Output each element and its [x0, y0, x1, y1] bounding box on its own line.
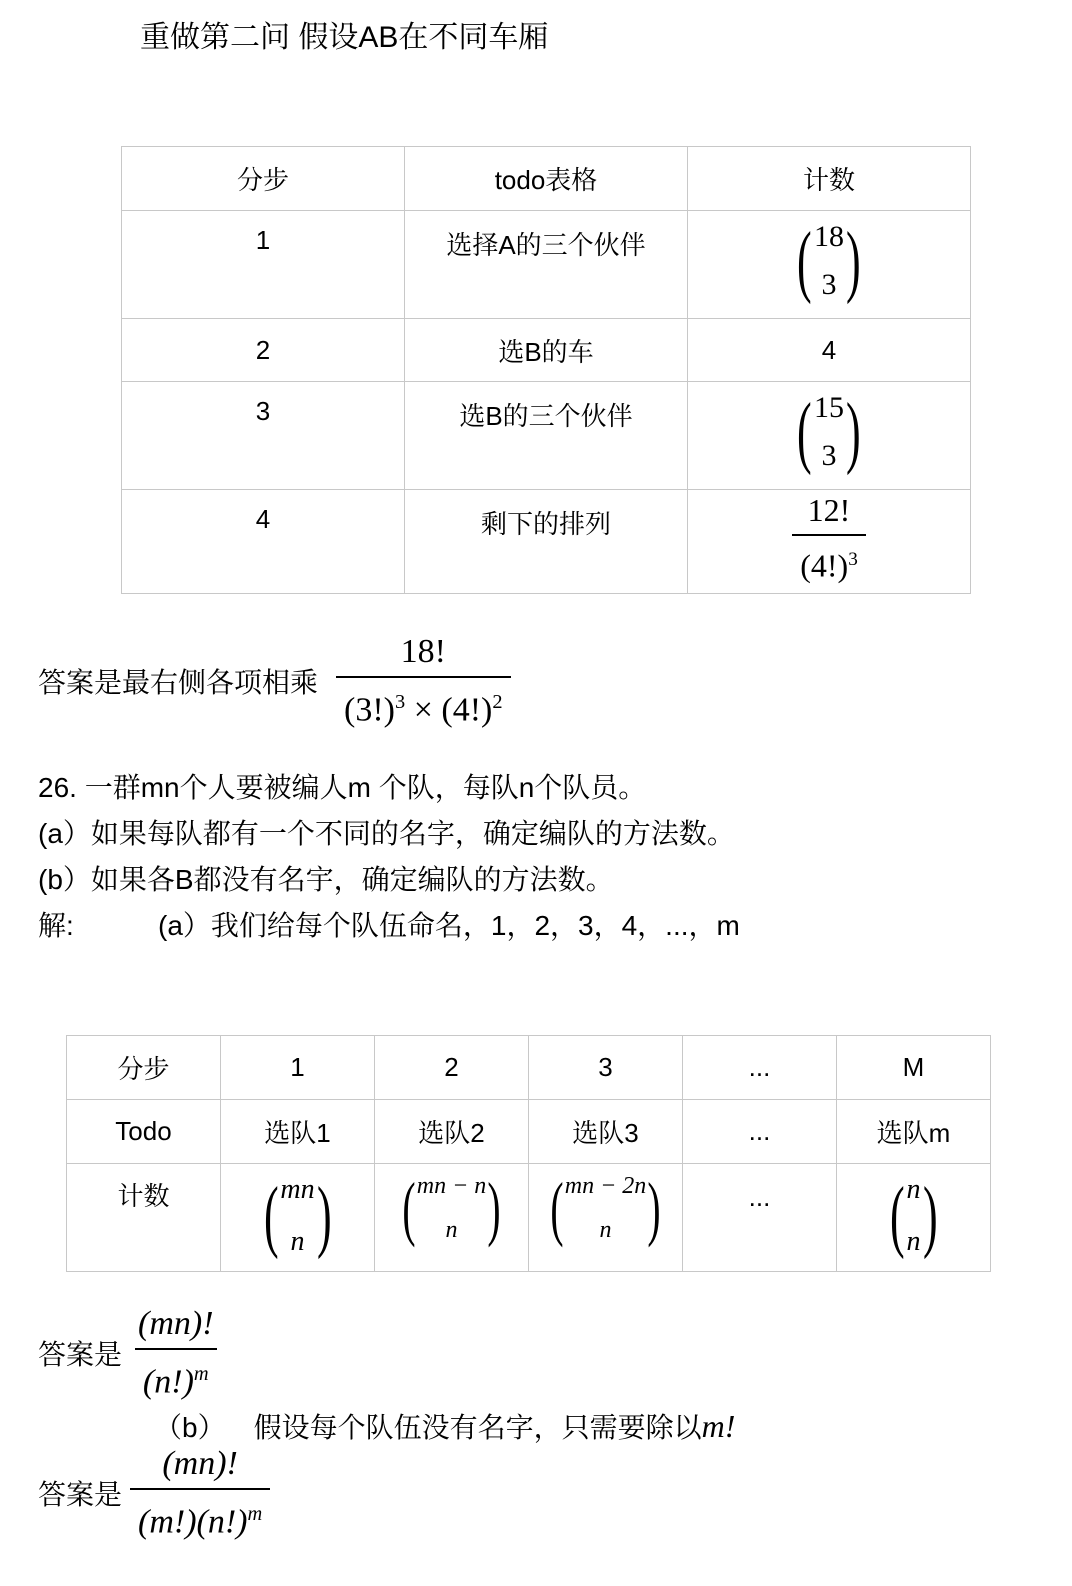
answer-label: 答案是	[38, 1479, 123, 1511]
den-exponent: m	[193, 1363, 209, 1385]
binom-bottom: 3	[821, 439, 837, 472]
table-row	[122, 382, 971, 490]
den-exponent: 3	[848, 549, 858, 570]
part-b-line	[154, 1406, 735, 1446]
answer-label: 答案是最右侧各项相乘	[38, 667, 319, 699]
cell-step: 1	[221, 1036, 375, 1100]
part-b-var: m!	[701, 1408, 736, 1444]
binomial: ( 18 3 )	[791, 213, 866, 309]
cell-step: 3	[529, 1036, 683, 1100]
fraction-numerator: 12!	[807, 492, 851, 528]
fraction-denominator	[135, 1348, 217, 1400]
binom-top: mn	[280, 1174, 315, 1205]
binom-bottom: n	[906, 1226, 921, 1257]
fraction-numerator: (mn)!	[138, 1305, 214, 1342]
fraction-denominator	[336, 676, 511, 728]
fraction-denominator	[792, 534, 866, 584]
table-row	[122, 211, 971, 319]
table-header-row	[122, 147, 971, 211]
cell-count	[221, 1164, 375, 1272]
cell-todo-label: Todo	[67, 1100, 221, 1164]
binomial: ( mn n )	[258, 1164, 338, 1268]
cell-todo: 选队m	[837, 1100, 991, 1164]
cell-todo: 选队1	[221, 1100, 375, 1164]
cell-todo: 选队2	[375, 1100, 529, 1164]
den-base: (m!)(n!)	[138, 1503, 248, 1541]
page-title: 重做第二问 假设AB在不同车厢	[140, 21, 549, 54]
den-term: (4!)	[441, 691, 493, 729]
cell-count	[375, 1164, 529, 1272]
solution-text: (a）我们给每个队伍命名，1，2，3，4，...，m	[158, 910, 740, 941]
binom-bottom: 3	[821, 268, 837, 301]
binomial: ( n n )	[884, 1164, 943, 1268]
den-exponent: m	[247, 1503, 263, 1525]
problem-statement: 26. 一群mn个人要被编人m 个队，每队n个队员。	[38, 772, 647, 803]
part-b-text: 假设每个队伍没有名字，只需要除以	[253, 1412, 702, 1443]
table-row-step	[67, 1036, 991, 1100]
answer-fraction	[130, 1306, 222, 1400]
den-base: (4!)	[800, 547, 849, 584]
table-row-count	[67, 1164, 991, 1272]
fraction	[792, 492, 866, 584]
binomial: ( mn − n n )	[397, 1164, 507, 1252]
answer-2	[38, 1306, 222, 1400]
binom-bottom: n	[290, 1226, 305, 1257]
binom-top: mn − n	[416, 1173, 487, 1199]
cell-todo: 选队3	[529, 1100, 683, 1164]
cell-step-label: 分步	[67, 1036, 221, 1100]
cell-count	[529, 1164, 683, 1272]
step-number: 1	[122, 211, 405, 319]
binom-bottom: n	[599, 1217, 612, 1243]
problem-part-b: (b）如果各B都没有名宇，确定编队的方法数。	[38, 864, 614, 895]
binom-bottom: n	[445, 1217, 458, 1243]
cell-count-label: 计数	[67, 1164, 221, 1272]
cell-count: ...	[683, 1164, 837, 1272]
den-exponent: 3	[394, 691, 406, 713]
part-b-prefix: （b）	[154, 1412, 226, 1443]
cell-step: M	[837, 1036, 991, 1100]
header-step: 分步	[122, 147, 405, 211]
binomial: ( 15 3 )	[791, 384, 866, 480]
step-todo: 选B的车	[405, 319, 688, 382]
table-row-todo	[67, 1100, 991, 1164]
step-todo: 选B的三个伙伴	[405, 382, 688, 490]
header-todo: todo表格	[405, 147, 688, 211]
step-count	[688, 490, 971, 594]
cell-step: ...	[683, 1036, 837, 1100]
answer-fraction	[130, 1446, 270, 1540]
times-sign: ×	[413, 691, 433, 729]
answer-fraction	[336, 634, 511, 728]
den-base: (n!)	[142, 1363, 194, 1401]
problem-part-a: (a）如果每队都有一个不同的名字，确定编队的方法数。	[38, 818, 735, 849]
solution-label: 解:	[38, 910, 74, 941]
fraction-numerator: 18!	[400, 633, 446, 670]
binom-top: 15	[814, 391, 844, 424]
steps-table-1	[121, 146, 971, 594]
step-number: 4	[122, 490, 405, 594]
cell-step: 2	[375, 1036, 529, 1100]
binom-top: n	[906, 1174, 921, 1205]
den-term: (3!)	[344, 691, 395, 729]
cell-todo: ...	[683, 1100, 837, 1164]
step-number: 2	[122, 319, 405, 382]
step-number: 3	[122, 382, 405, 490]
den-exponent: 2	[492, 691, 503, 713]
step-todo: 选择A的三个伙伴	[405, 211, 688, 319]
steps-table-2	[66, 1035, 991, 1272]
binom-top: 18	[814, 220, 844, 253]
step-count: 4	[688, 319, 971, 382]
fraction-denominator	[130, 1488, 270, 1540]
header-count: 计数	[688, 147, 971, 211]
step-count	[688, 382, 971, 490]
step-count	[688, 211, 971, 319]
binomial: ( mn − 2n n )	[545, 1164, 667, 1252]
answer-3	[38, 1446, 270, 1540]
table-row	[122, 490, 971, 594]
cell-count	[837, 1164, 991, 1272]
answer-label: 答案是	[38, 1339, 123, 1371]
step-todo: 剩下的排列	[405, 490, 688, 594]
table-row	[122, 319, 971, 382]
binom-top: mn − 2n	[564, 1173, 647, 1199]
fraction-numerator: (mn)!	[162, 1445, 238, 1482]
answer-1	[38, 634, 511, 728]
